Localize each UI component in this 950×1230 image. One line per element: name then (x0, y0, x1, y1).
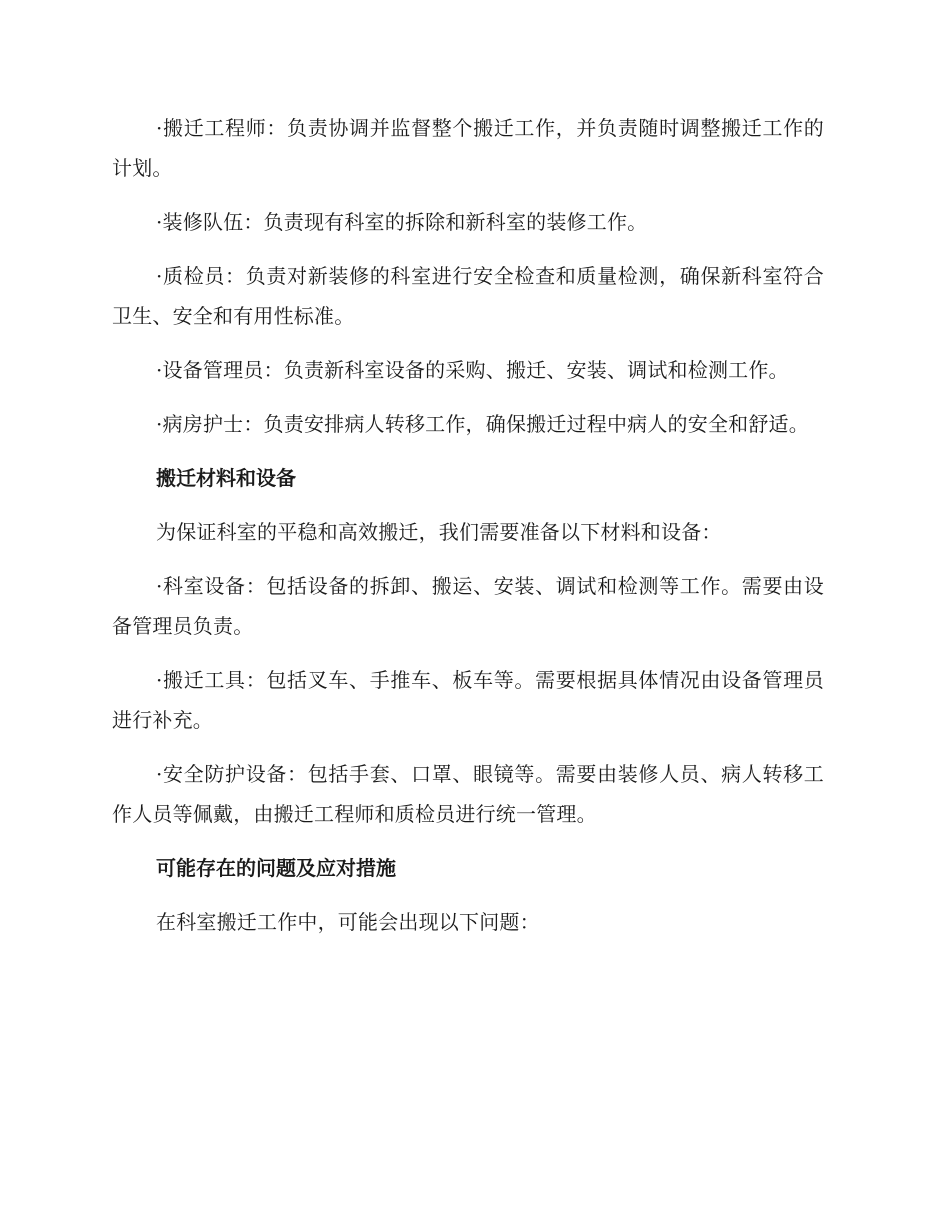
bullet-department-equipment: ·科室设备：包括设备的拆卸、搬运、安装、调试和检测等工作。需要由设备管理员负责。 (112, 574, 824, 638)
bullet-relocation-tools: ·搬迁工具：包括叉车、手推车、板车等。需要根据具体情况由设备管理员进行补充。 (112, 668, 824, 732)
materials-intro: 为保证科室的平稳和高效搬迁，我们需要准备以下材料和设备： (156, 520, 722, 544)
bullet-equipment-manager: ·设备管理员：负责新科室设备的采购、搬迁、安装、调试和检测工作。 (156, 358, 789, 382)
bullet-safety-equipment: ·安全防护设备：包括手套、口罩、眼镜等。需要由装修人员、病人转移工作人员等佩戴，由搬迁工程师和质检员进行统一管理。 (112, 762, 824, 826)
section-heading-materials: 搬迁材料和设备 (156, 466, 296, 490)
section-heading-issues: 可能存在的问题及应对措施 (156, 856, 396, 880)
bullet-renovation-team: ·装修队伍：负责现有科室的拆除和新科室的装修工作。 (156, 210, 648, 234)
bullet-relocation-engineer: ·搬迁工程师：负责协调并监督整个搬迁工作，并负责随时调整搬迁工作的计划。 (112, 116, 824, 180)
bullet-ward-nurse: ·病房护士：负责安排病人转移工作，确保搬迁过程中病人的安全和舒适。 (156, 412, 809, 436)
issues-intro: 在科室搬迁工作中，可能会出现以下问题： (156, 910, 540, 934)
document-body (112, 108, 824, 956)
bullet-quality-inspector: ·质检员：负责对新装修的科室进行安全检查和质量检测，确保新科室符合卫生、安全和有用性标准。 (112, 264, 824, 328)
